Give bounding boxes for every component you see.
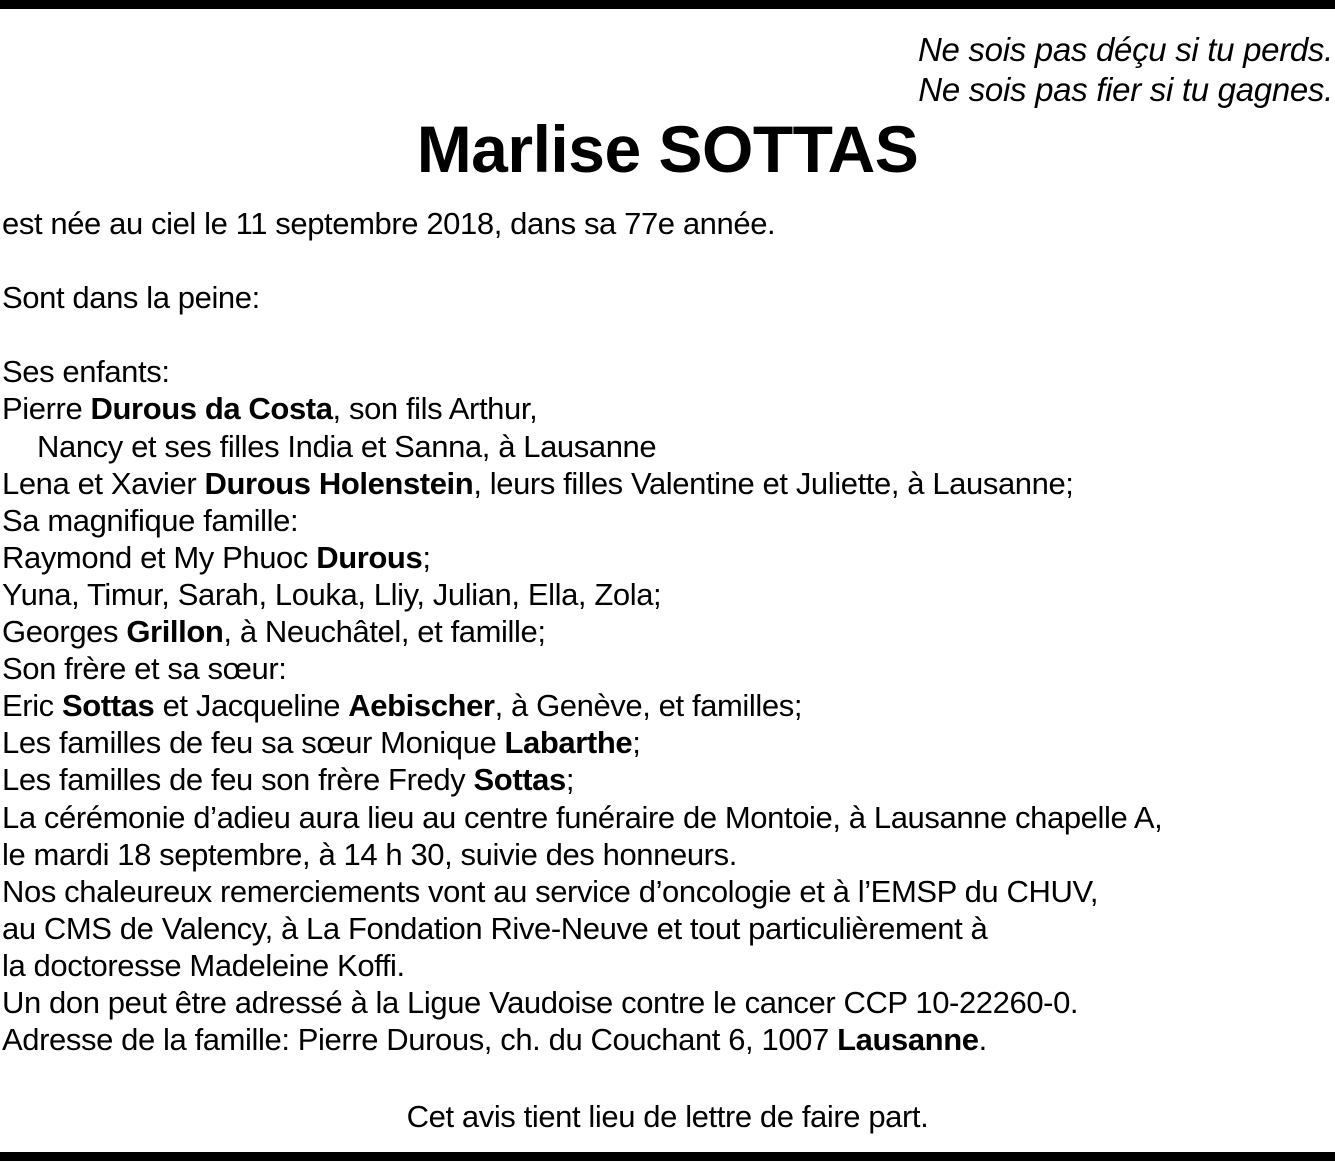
text: Eric <box>2 688 63 724</box>
family-line <box>2 613 1332 650</box>
surname: Labarthe <box>504 725 633 761</box>
text: Adresse de la famille: Pierre Durous, ch. du Couchant 6, 1007 <box>2 1022 838 1058</box>
epigraph-quote <box>918 30 1333 110</box>
text: ; <box>565 762 575 798</box>
family-line <box>2 390 1332 427</box>
text: Les familles de feu sa sœur Monique <box>2 725 505 761</box>
text: , à Genève, et familles; <box>494 688 803 724</box>
surname: Durous da Costa <box>90 391 333 427</box>
deceased-name: Marlise SOTTAS <box>416 112 919 186</box>
surname: Grillon <box>126 614 224 650</box>
text: Pierre <box>2 391 91 427</box>
siblings-heading: Son frère et sa sœur: <box>2 651 287 687</box>
children-heading: Ses enfants: <box>2 354 170 390</box>
text: Les familles de feu son frère Fredy <box>2 762 474 798</box>
thanks-line: au CMS de Valency, à La Fondation Rive-Neuve et tout particulièrement à <box>2 910 988 946</box>
ceremony-line: La cérémonie d’adieu aura lieu au centre funéraire de Montoie, à Lausanne chapelle A, <box>2 799 1163 835</box>
family-heading: Sa magnifique famille: <box>2 502 299 538</box>
family-line: Yuna, Timur, Sarah, Louka, Lliy, Julian, Ella, Zola; <box>2 576 662 612</box>
announcement-body <box>2 205 1332 1058</box>
text: Georges <box>2 614 127 650</box>
birth-line: est née au ciel le 11 septembre 2018, dans sa 77e année. <box>2 206 776 241</box>
top-border-rule <box>0 0 1335 9</box>
spacer <box>2 316 1332 353</box>
bottom-border-rule <box>0 1152 1335 1161</box>
footer-note: Cet avis tient lieu de lettre de faire part. <box>406 1099 929 1134</box>
spacer <box>2 242 1332 279</box>
family-line <box>2 465 1332 502</box>
epigraph-line-2: Ne sois pas fier si tu gagnes. <box>918 71 1333 108</box>
peine-heading: Sont dans la peine: <box>2 280 260 316</box>
text: ; <box>632 725 641 761</box>
family-line <box>2 761 1332 798</box>
surname: Durous Holenstein <box>204 465 474 501</box>
surname: Aebischer <box>348 688 495 724</box>
text: ; <box>422 539 431 575</box>
surname: Durous <box>316 539 423 575</box>
address-line <box>2 1021 1332 1058</box>
family-line <box>2 687 1332 724</box>
text: . <box>978 1022 987 1058</box>
text: Raymond et My Phuoc <box>2 539 317 575</box>
text: , à Neuchâtel, et famille; <box>223 614 546 650</box>
text: Lena et Xavier <box>2 465 205 501</box>
thanks-line: la doctoresse Madeleine Koffi. <box>2 947 405 983</box>
ceremony-line: le mardi 18 septembre, à 14 h 30, suivie des honneurs. <box>2 836 737 872</box>
surname: Sottas <box>473 762 566 798</box>
family-line <box>2 539 1332 576</box>
city: Lausanne <box>837 1022 979 1058</box>
thanks-line: Nos chaleureux remerciements vont au service d’oncologie et à l’EMSP du CHUV, <box>2 873 1099 909</box>
text: et Jacqueline <box>154 688 349 724</box>
donation-line: Un don peut être adressé à la Ligue Vaudoise contre le cancer CCP 10-22260-0. <box>2 984 1079 1020</box>
family-line: Nancy et ses filles India et Sanna, à Lausanne <box>37 428 657 464</box>
surname: Sottas <box>62 688 155 724</box>
text: , son fils Arthur, <box>332 391 538 427</box>
family-line <box>2 724 1332 761</box>
text: , leurs filles Valentine et Juliette, à Lausanne; <box>473 465 1074 501</box>
epigraph-line-1: Ne sois pas déçu si tu perds. <box>917 31 1333 68</box>
